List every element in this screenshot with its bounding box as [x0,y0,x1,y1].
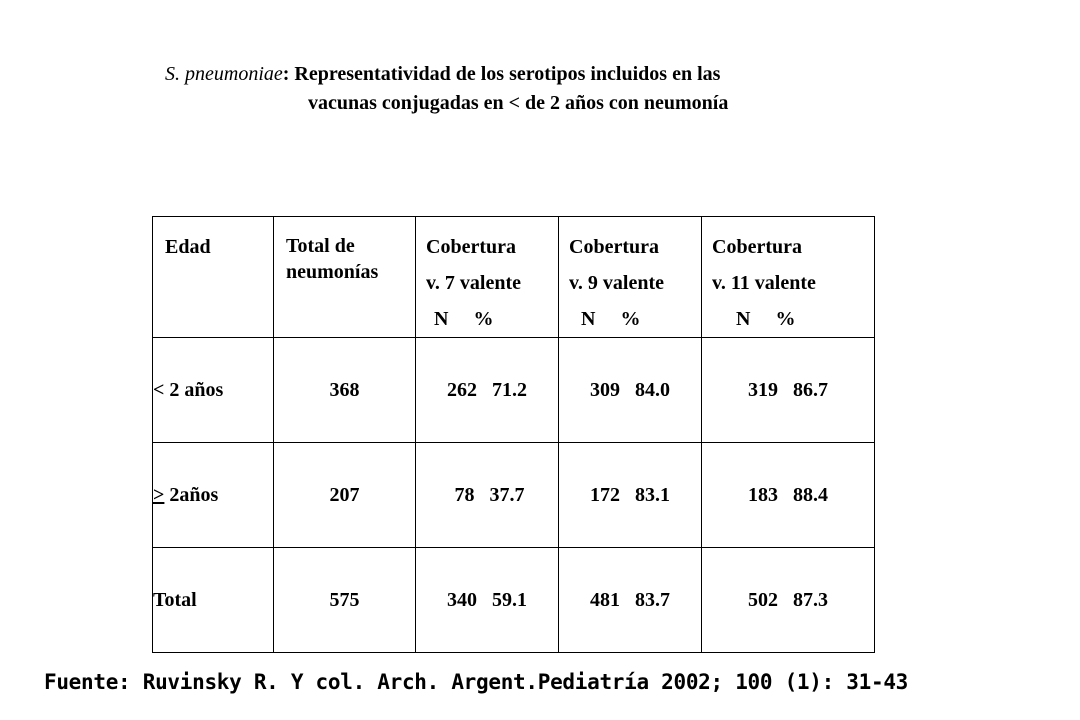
cell-v11: 319 86.7 [702,338,875,443]
cell-v11: 183 88.4 [702,443,875,548]
table-row [153,548,875,653]
header-coverage-9: Cobertura v. 9 valente N % [559,217,702,338]
header-total: Total de neumonías [274,217,416,338]
source-citation: Fuente: Ruvinsky R. Y col. Arch. Argent.Pediatría 2002; 100 (1): 31-43 [44,670,909,694]
table-row [153,443,875,548]
table-header-row [153,217,875,338]
header-coverage-11: Cobertura v. 11 valente N % [702,217,875,338]
title-line-1 [165,60,720,88]
cell-v9: 172 83.1 [559,443,702,548]
cell-v9: 309 84.0 [559,338,702,443]
title-species: S. pneumoniae [165,63,283,85]
cell-edad: Total [153,548,274,653]
cell-edad: < 2 años [153,338,274,443]
header-n-pct-7: N % [434,308,494,330]
cell-total: 575 [274,548,416,653]
header-n-pct-9: N % [581,308,641,330]
header-edad: Edad [153,217,274,338]
table-row [153,338,875,443]
gte-symbol: > [153,483,165,506]
cell-edad: > 2años [153,443,274,548]
title-line-1-text: : Representatividad de los serotipos incluidos en las [282,63,721,85]
cell-total: 368 [274,338,416,443]
cell-v7: 262 71.2 [416,338,559,443]
serotype-coverage-table [152,216,875,653]
cell-v11: 502 87.3 [702,548,875,653]
title-line-2: vacunas conjugadas en < de 2 años con neumonía [308,92,729,114]
cell-v7: 78 37.7 [416,443,559,548]
cell-total: 207 [274,443,416,548]
cell-v7: 340 59.1 [416,548,559,653]
header-n-pct-11: N % [736,308,796,330]
cell-v9: 481 83.7 [559,548,702,653]
header-coverage-7: Cobertura v. 7 valente N % [416,217,559,338]
